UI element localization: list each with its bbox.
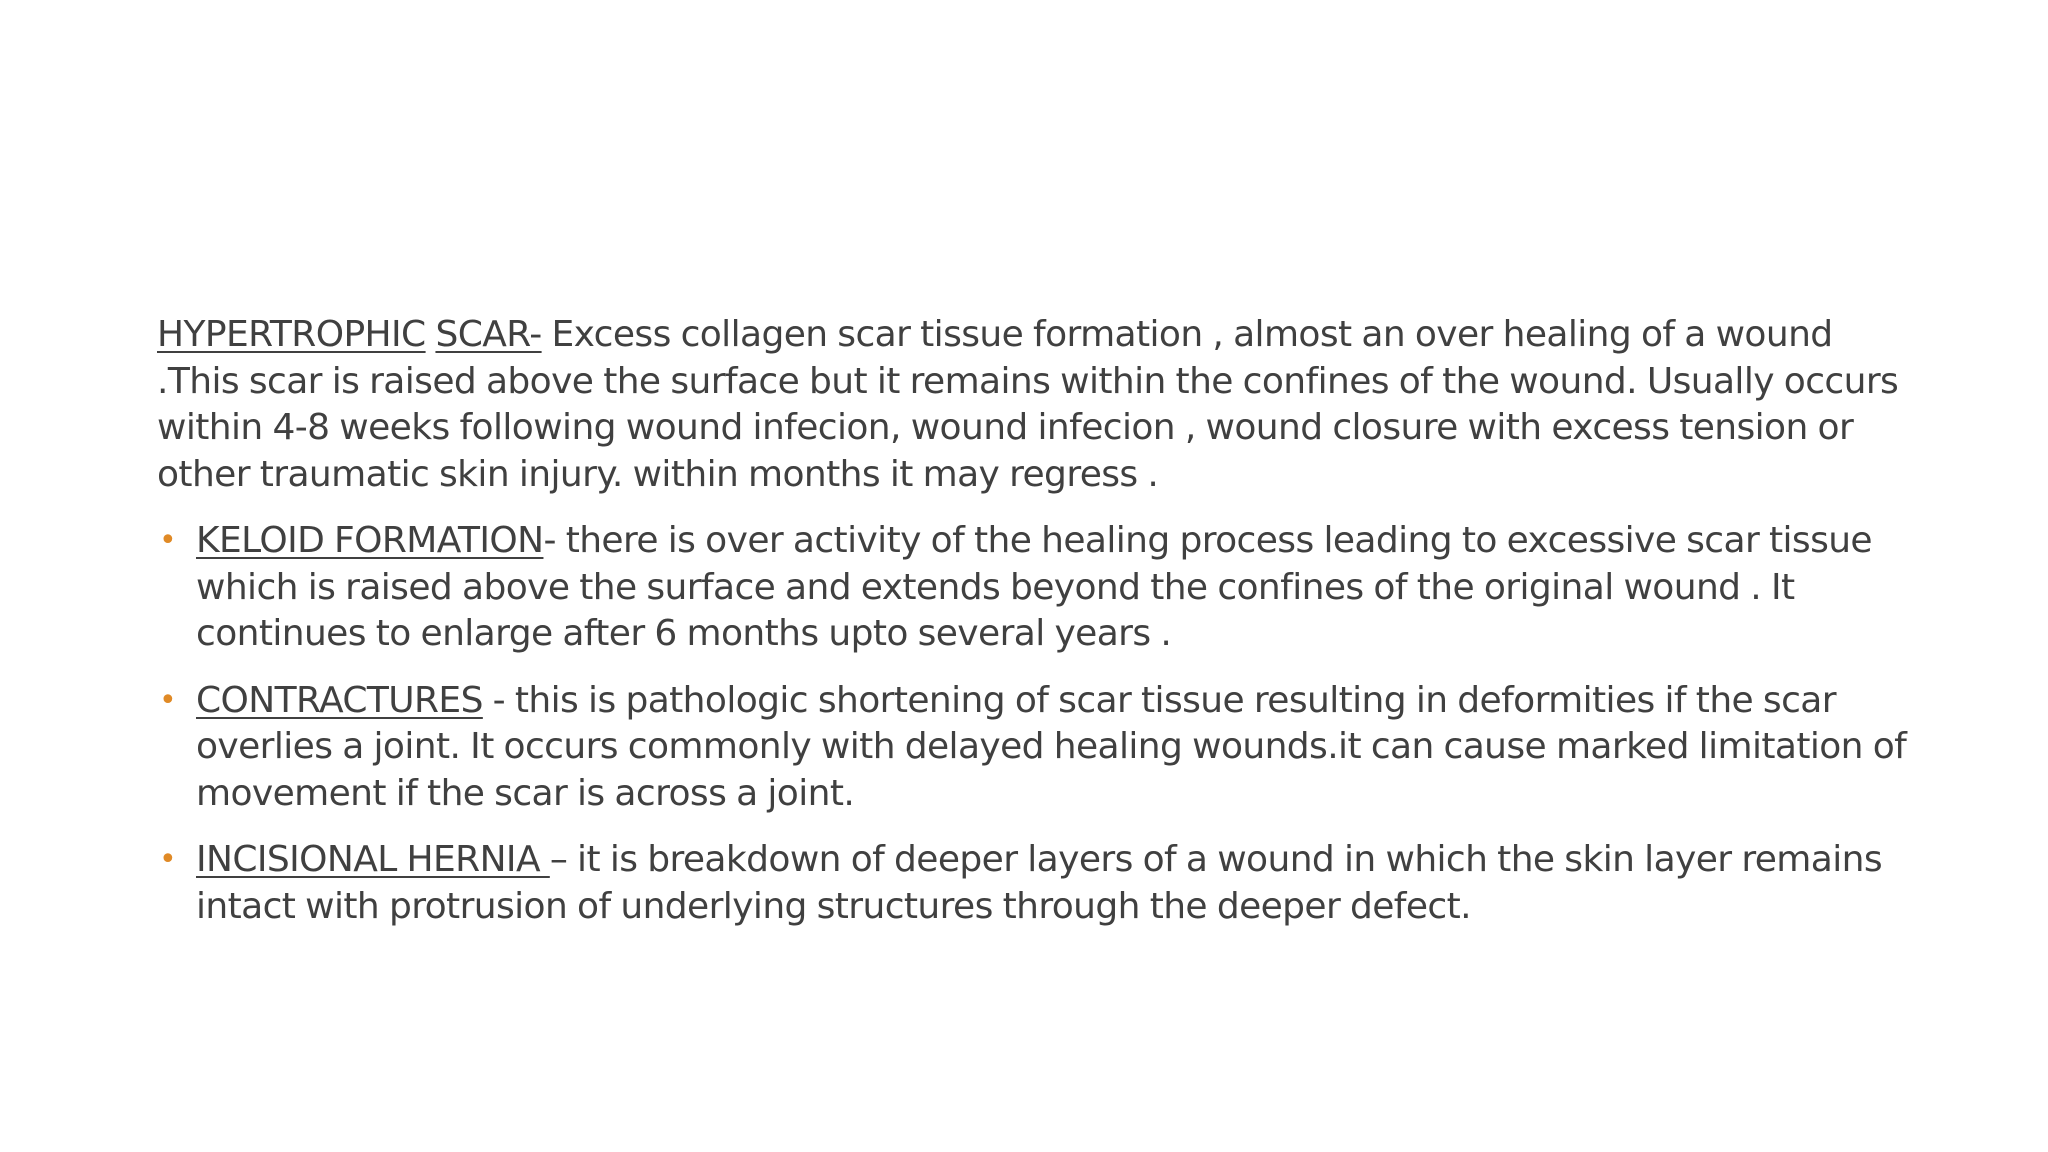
- keloid-formation-term: KELOID FORMATION: [196, 520, 544, 561]
- keloid-formation-text: - there is over activity of the healing process leading to excessive scar tissue which is raised above the surface and extends beyond the confines of the original wound . It continues to enlarge after 6 months upto several years .: [196, 520, 1872, 654]
- bullet-dot-icon: •: [159, 842, 177, 877]
- bullet-dot-icon: •: [159, 682, 177, 718]
- bullet-list: [157, 518, 1917, 930]
- bullet-incisional-hernia: [157, 837, 1917, 930]
- bullet-keloid-formation: [157, 518, 1917, 658]
- bullet-dot-icon: •: [159, 523, 177, 558]
- contractures-text: - this is pathologic shortening of scar tissue resulting in deformities if the scar overlies a joint. It occurs commonly with delayed healing wounds.it can cause marked limitation of movement if the scar is across a joint.: [196, 679, 1907, 814]
- incisional-hernia-text: – it is breakdown of deeper layers of a wound in which the skin layer remains intact with protrusion of underlying structures through the deeper defect.: [196, 839, 1882, 927]
- incisional-hernia-term: INCISIONAL HERNIA: [196, 839, 550, 880]
- hypertrophic-scar-text: Excess collagen scar tissue formation , almost an over healing of a wound .This scar is raised above the surface but it remains within the confines of the wound. Usually occurs within 4-8 weeks following wound infecion, wound infecion , wound closure with excess tension or other traumatic skin injury. within months it may regress .: [157, 314, 1899, 495]
- scar-term: SCAR-: [435, 314, 542, 355]
- bullet-contractures: [157, 678, 1917, 818]
- hypertrophic-scar-paragraph: [157, 312, 1917, 498]
- slide-body: [157, 312, 1917, 950]
- hypertrophic-term: HYPERTROPHIC: [157, 314, 426, 355]
- contractures-term: CONTRACTURES: [196, 679, 483, 721]
- term-space: [426, 314, 436, 355]
